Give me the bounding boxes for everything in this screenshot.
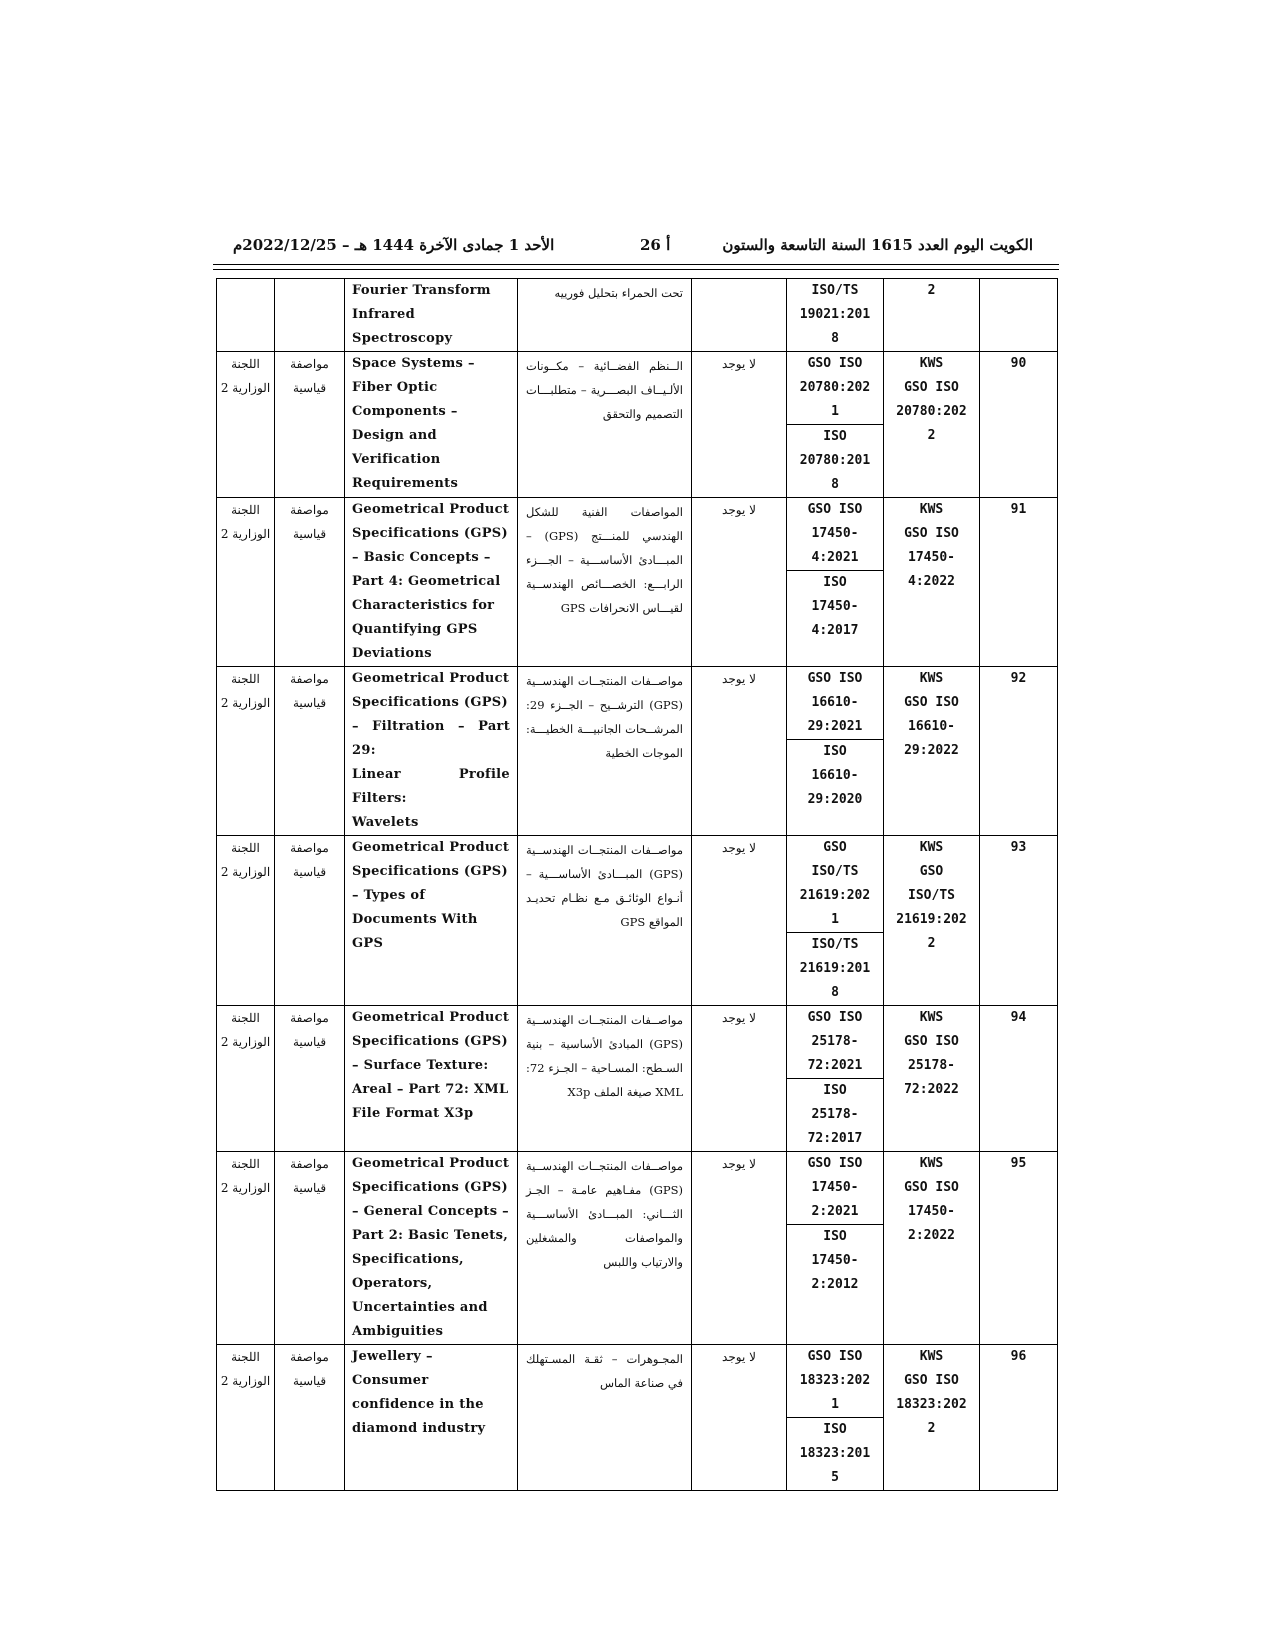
standard-type-text: مواصفة قياسية <box>290 1011 329 1049</box>
row-number-cell <box>980 279 1058 352</box>
committee-cell <box>217 498 275 667</box>
gso-standard-text: ISO/TS 19021:201 8 <box>799 283 871 346</box>
equivalent-cell <box>692 279 787 352</box>
arabic-title-cell <box>518 1006 692 1152</box>
standard-type-cell <box>275 279 345 352</box>
standards-table <box>216 278 1058 1491</box>
english-title-cell <box>345 352 518 498</box>
table-row <box>217 1345 1058 1491</box>
arabic-title-cell <box>518 352 692 498</box>
row-number-text: 94 <box>1010 1010 1027 1025</box>
kws-number-cell <box>884 667 980 836</box>
gso-standard-text: GSO ISO 18323:202 1 <box>799 1349 871 1412</box>
row-number-cell <box>980 667 1058 836</box>
header-rule-top <box>213 264 1059 265</box>
committee-cell <box>217 1006 275 1152</box>
row-number-cell <box>980 352 1058 498</box>
kws-number-text: 2 <box>927 283 936 298</box>
kws-number-text: KWS GSO ISO 18323:202 2 <box>896 1349 967 1436</box>
equivalent-cell <box>692 836 787 1006</box>
gso-reference-cell <box>787 279 884 352</box>
standard-type-cell <box>275 836 345 1006</box>
gso-reference-cell <box>787 352 884 498</box>
kws-number-text: KWS GSO ISO 16610- 29:2022 <box>904 671 959 758</box>
gso-reference-cell <box>787 667 884 836</box>
english-title-text: Geometrical Product Specifications (GPS) – General Concepts – Part 2: Basic Tenets, Specifications, Operators, Uncertainties and Ambiguities <box>352 1156 510 1339</box>
row-number-text: 91 <box>1010 502 1027 517</box>
iso-source-text: ISO 16610- 29:2020 <box>787 739 883 812</box>
iso-source-text: ISO 25178- 72:2017 <box>787 1078 883 1151</box>
standard-type-cell <box>275 667 345 836</box>
publication-info: الكويت اليوم العدد 1615 السنة التاسعة والستون <box>722 236 1033 254</box>
gso-standard-text: GSO ISO 20780:202 1 <box>799 356 871 419</box>
table-row <box>217 836 1058 1006</box>
kws-number-cell <box>884 352 980 498</box>
committee-text: اللجنة الوزارية 2 <box>220 1157 271 1195</box>
equivalent-text: لا يوجد <box>722 841 756 855</box>
table-row <box>217 1006 1058 1152</box>
committee-cell <box>217 1152 275 1345</box>
english-title-text: Geometrical Product Specifications (GPS) – Surface Texture: Areal – Part 72: XML File Format X3p <box>352 1010 510 1121</box>
row-number-cell <box>980 498 1058 667</box>
committee-text: اللجنة الوزارية 2 <box>220 1350 271 1388</box>
english-title-text: Geometrical Product Specifications (GPS) – Basic Concepts – Part 4: Geometrical Characteristics for Quantifying GPS Deviations <box>352 502 510 661</box>
equivalent-cell <box>692 352 787 498</box>
arabic-title-cell <box>518 1152 692 1345</box>
equivalent-cell <box>692 498 787 667</box>
gso-reference-cell <box>787 836 884 1006</box>
kws-number-cell <box>884 1006 980 1152</box>
table-row <box>217 279 1058 352</box>
committee-text: اللجنة الوزارية 2 <box>220 841 271 879</box>
committee-cell <box>217 352 275 498</box>
english-title-cell <box>345 836 518 1006</box>
arabic-title-text: مواصــفات المنتجــات الهندســية (GPS) المبادئ الأساسية – بنية السـطح: المسـاحية – الجـزء 72: XML صيغة الملف X3p <box>526 1013 683 1099</box>
committee-text: اللجنة الوزارية 2 <box>220 357 271 395</box>
iso-source-text: ISO 17450- 2:2012 <box>787 1224 883 1297</box>
equivalent-text: لا يوجد <box>722 357 756 371</box>
english-title-text: Space Systems – Fiber Optic Components – Design and Verification Requirements <box>352 356 475 491</box>
arabic-title-text: مواصــفات المنتجــات الهندســية (GPS) مفـاهيم عامـة – الجـز الثـــاني: المبـــادئ الأساســـية والمواصفات والمشغلين والارتياب واللبس <box>526 1159 683 1269</box>
gso-reference-cell <box>787 498 884 667</box>
iso-source-text: ISO 17450- 4:2017 <box>787 570 883 643</box>
row-number-text: 95 <box>1010 1156 1027 1171</box>
row-number-cell <box>980 836 1058 1006</box>
equivalent-cell <box>692 1152 787 1345</box>
standard-type-cell <box>275 498 345 667</box>
committee-cell <box>217 836 275 1006</box>
english-title-cell <box>345 667 518 836</box>
committee-text: اللجنة الوزارية 2 <box>220 672 271 710</box>
english-title-text: Geometrical Product Specifications (GPS) – Filtration – Part 29: Linear Profile Filters: Wavelets <box>352 671 510 830</box>
header-rule-bottom <box>213 269 1059 270</box>
gso-standard-text: GSO ISO 25178- 72:2021 <box>807 1010 863 1073</box>
standard-type-text: مواصفة قياسية <box>290 1350 329 1388</box>
english-title-cell <box>345 1006 518 1152</box>
arabic-title-text: المجـوهرات – ثقـة المسـتهلك في صناعة الماس <box>526 1352 683 1390</box>
arabic-title-text: مواصــفات المنتجــات الهندســية (GPS) الترشــيح – الجــزء 29: المرشــحات الجانبيـــة الخطيـــة: الموجات الخطية <box>526 674 683 760</box>
arabic-title-text: مواصــفات المنتجــات الهندســية (GPS) المبـــادئ الأساســـية – أنـواع الوثائـق مـع نظـام تحديـد المواقع GPS <box>526 843 683 929</box>
english-title-cell <box>345 1345 518 1491</box>
arabic-title-cell <box>518 667 692 836</box>
standard-type-cell <box>275 1345 345 1491</box>
row-number-text: 96 <box>1010 1349 1027 1364</box>
english-title-text: Jewellery – Consumer confidence in the diamond industry <box>352 1349 486 1436</box>
equivalent-text: لا يوجد <box>722 1157 756 1171</box>
equivalent-cell <box>692 667 787 836</box>
arabic-title-text: الــنظم الفضــائية – مكــونات الألـيــاف البصـــرية – متطلبـــات التصميم والتحقق <box>526 359 683 421</box>
kws-number-text: KWS GSO ISO 25178- 72:2022 <box>904 1010 959 1097</box>
standard-type-cell <box>275 352 345 498</box>
table-row <box>217 1152 1058 1345</box>
standard-type-text: مواصفة قياسية <box>290 357 329 395</box>
row-number-cell <box>980 1006 1058 1152</box>
arabic-title-text: المواصفات الفنية للشكل الهندسي للمنـــتج (GPS) – المبـــادئ الأساســـية – الجـــزء الرابـــع: الخصـــائص الهندســية لقيـــاس الانحرافات GPS <box>526 505 683 615</box>
english-title-cell <box>345 279 518 352</box>
kws-number-text: KWS GSO ISO/TS 21619:202 2 <box>896 840 967 951</box>
iso-source-text: ISO 20780:201 8 <box>787 424 883 497</box>
table-row <box>217 498 1058 667</box>
kws-number-cell <box>884 1152 980 1345</box>
row-number-text: 92 <box>1010 671 1027 686</box>
standard-type-text: مواصفة قياسية <box>290 1157 329 1195</box>
row-number-text: 93 <box>1010 840 1027 855</box>
kws-number-text: KWS GSO ISO 20780:202 2 <box>896 356 967 443</box>
kws-number-cell <box>884 836 980 1006</box>
equivalent-cell <box>692 1006 787 1152</box>
standard-type-text: مواصفة قياسية <box>290 841 329 879</box>
equivalent-text: لا يوجد <box>722 1350 756 1364</box>
iso-source-text: ISO/TS 21619:201 8 <box>787 932 883 1005</box>
committee-cell <box>217 279 275 352</box>
row-number-text: 90 <box>1010 356 1027 371</box>
english-title-cell <box>345 498 518 667</box>
committee-text: اللجنة الوزارية 2 <box>220 1011 271 1049</box>
english-title-text: Geometrical Product Specifications (GPS) – Types of Documents With GPS <box>352 840 510 951</box>
kws-number-cell <box>884 498 980 667</box>
equivalent-text: لا يوجد <box>722 503 756 517</box>
page-header <box>233 228 1033 264</box>
standard-type-cell <box>275 1006 345 1152</box>
gso-reference-cell <box>787 1152 884 1345</box>
issue-date: الأحد 1 جمادى الآخرة 1444 هـ – 2022/12/25م <box>233 236 555 254</box>
committee-text: اللجنة الوزارية 2 <box>220 503 271 541</box>
committee-cell <box>217 667 275 836</box>
table-row <box>217 667 1058 836</box>
gso-reference-cell <box>787 1006 884 1152</box>
arabic-title-cell <box>518 1345 692 1491</box>
equivalent-cell <box>692 1345 787 1491</box>
standard-type-text: مواصفة قياسية <box>290 672 329 710</box>
equivalent-text: لا يوجد <box>722 672 756 686</box>
equivalent-text: لا يوجد <box>722 1011 756 1025</box>
gso-reference-cell <box>787 1345 884 1491</box>
kws-number-cell <box>884 279 980 352</box>
arabic-title-text: تحت الحمراء بتحليل فورييه <box>554 286 683 300</box>
row-number-cell <box>980 1345 1058 1491</box>
arabic-title-cell <box>518 836 692 1006</box>
gso-standard-text: GSO ISO/TS 21619:202 1 <box>799 840 871 927</box>
iso-source-text: ISO 18323:201 5 <box>787 1417 883 1490</box>
standard-type-text: مواصفة قياسية <box>290 503 329 541</box>
committee-cell <box>217 1345 275 1491</box>
standard-type-cell <box>275 1152 345 1345</box>
kws-number-text: KWS GSO ISO 17450- 2:2022 <box>904 1156 959 1243</box>
gso-standard-text: GSO ISO 17450- 4:2021 <box>807 502 863 565</box>
english-title-cell <box>345 1152 518 1345</box>
arabic-title-cell <box>518 498 692 667</box>
english-title-text: Fourier Transform Infrared Spectroscopy <box>352 283 491 346</box>
arabic-title-cell <box>518 279 692 352</box>
page-number: أ 26 <box>640 236 671 254</box>
gso-standard-text: GSO ISO 17450- 2:2021 <box>807 1156 863 1219</box>
kws-number-text: KWS GSO ISO 17450- 4:2022 <box>904 502 959 589</box>
gso-standard-text: GSO ISO 16610- 29:2021 <box>807 671 863 734</box>
table-row <box>217 352 1058 498</box>
row-number-cell <box>980 1152 1058 1345</box>
kws-number-cell <box>884 1345 980 1491</box>
